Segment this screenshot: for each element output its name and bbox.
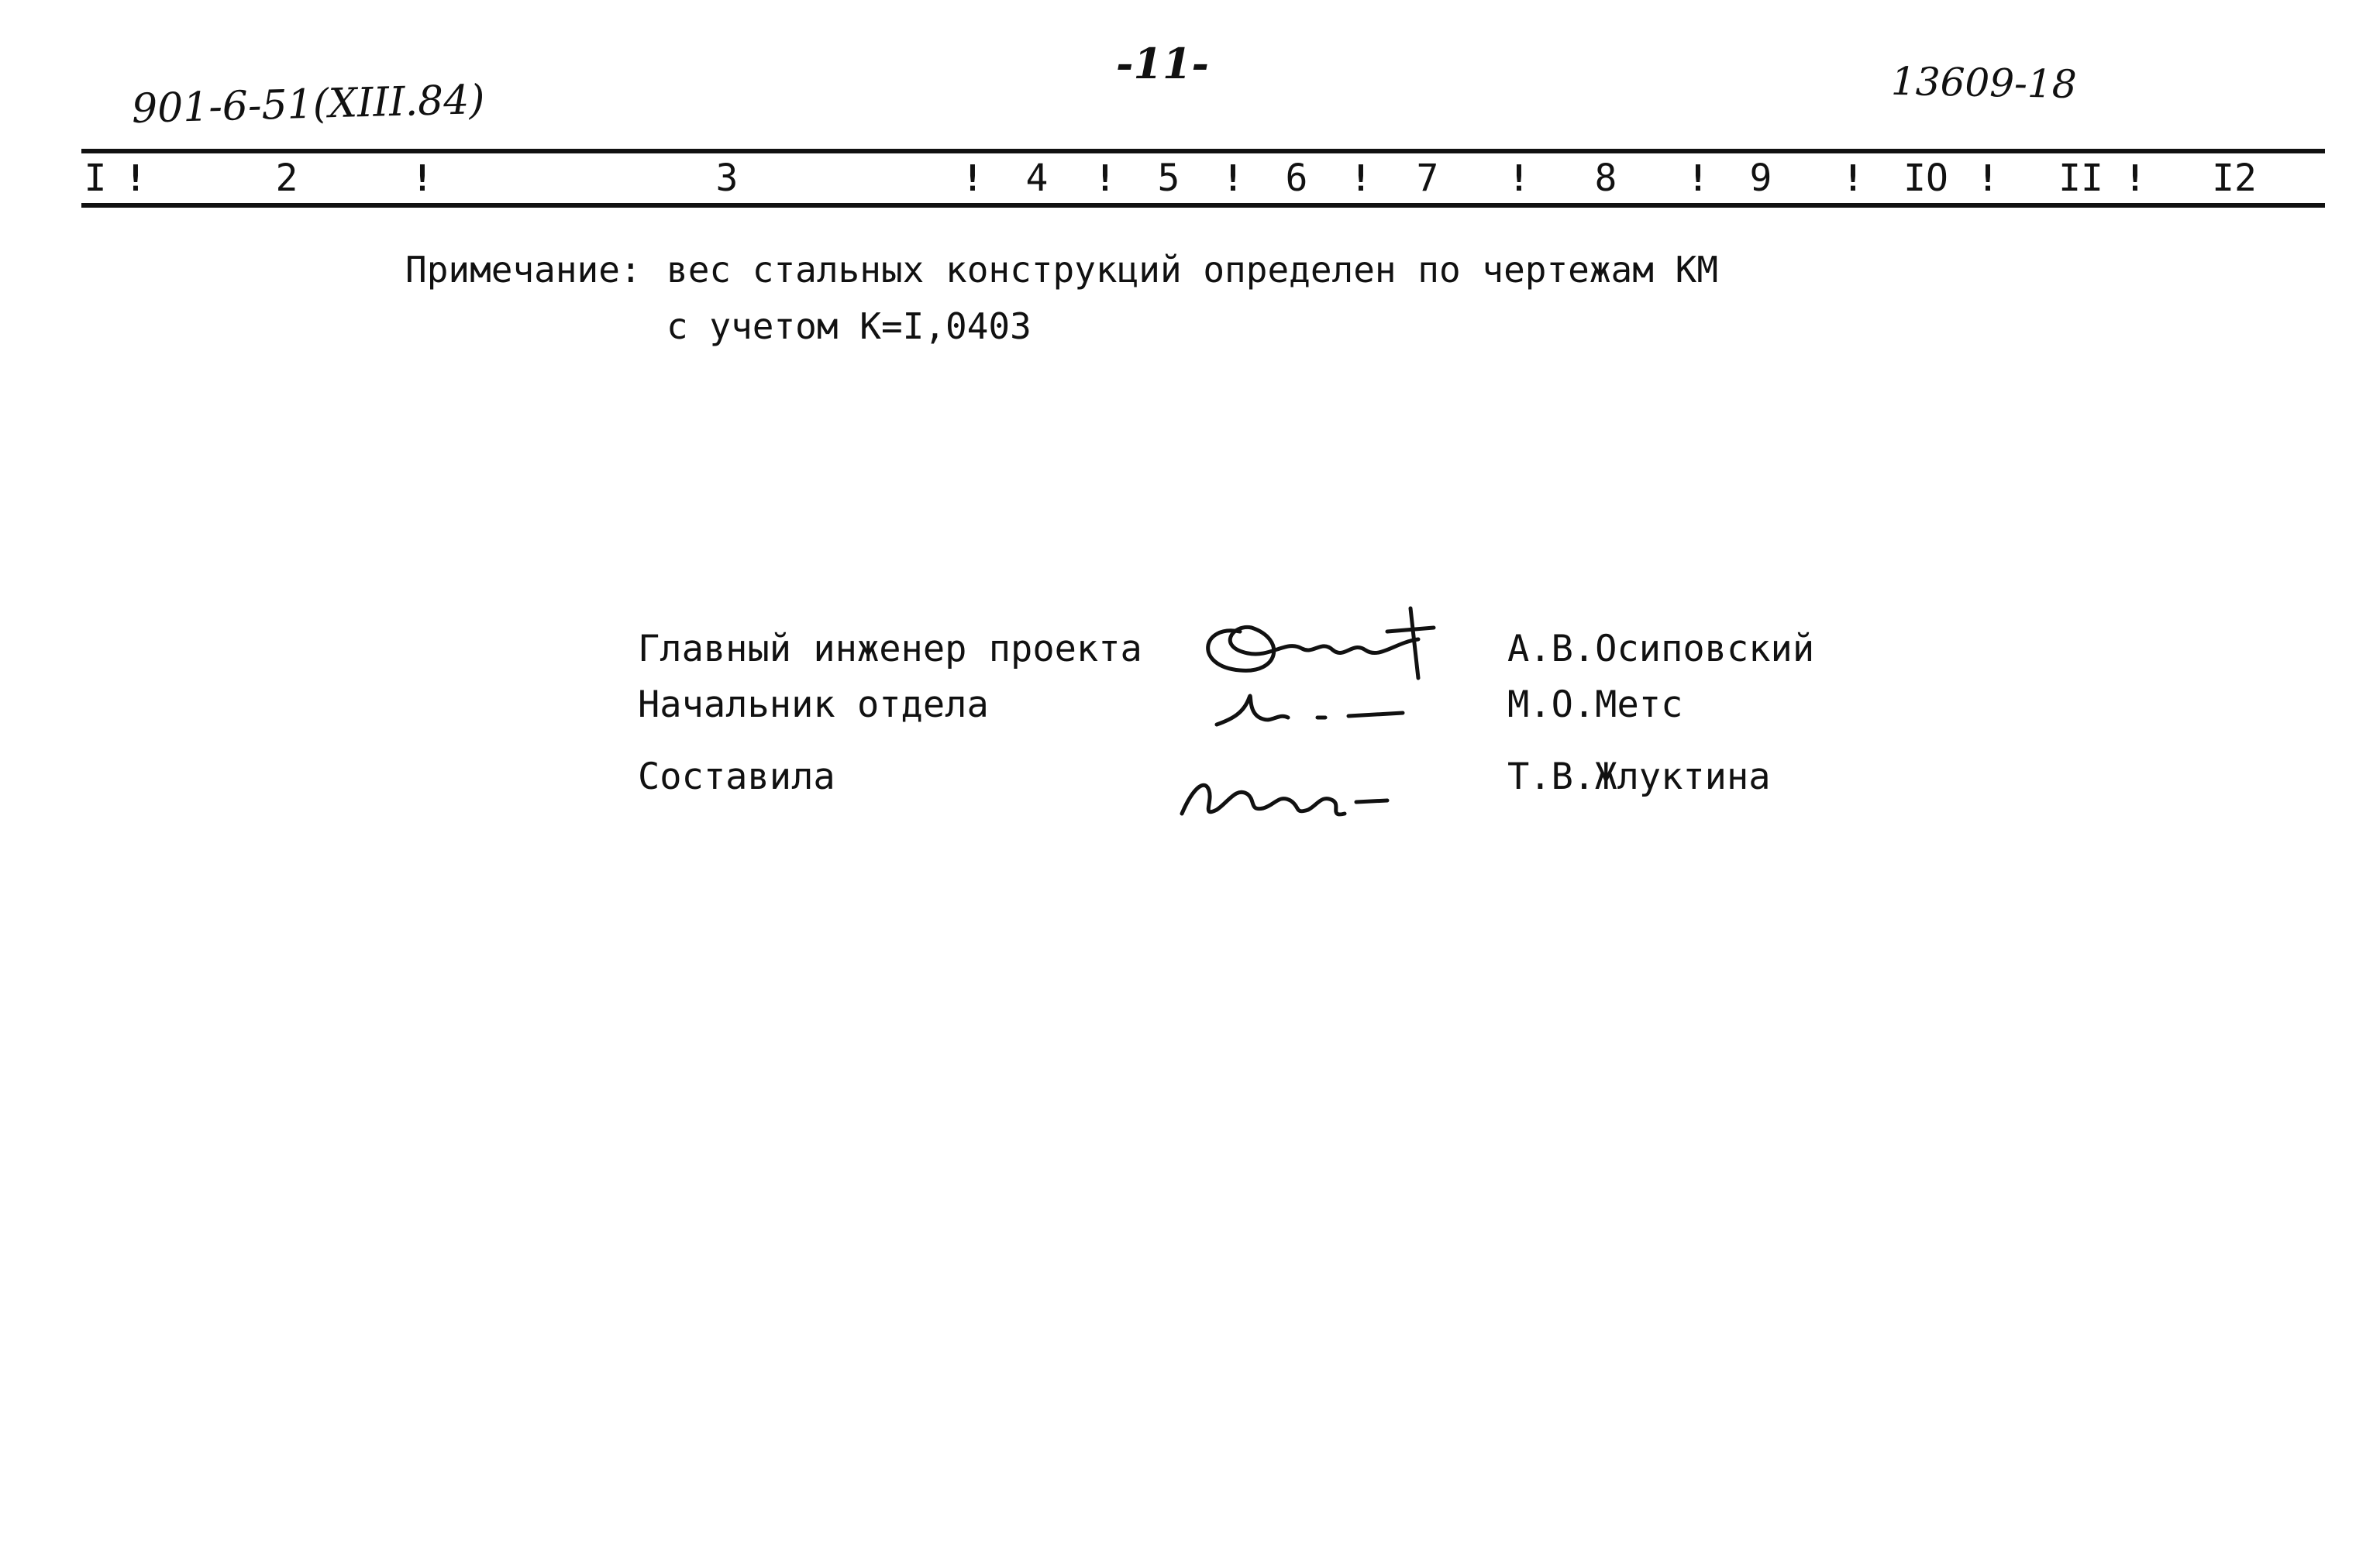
column-number: II	[2058, 157, 2103, 200]
column-separator: !	[1508, 157, 1530, 199]
signature-chief-engineer	[1186, 593, 1441, 694]
column-separator: !	[1977, 157, 1999, 199]
note-label: Примечание:	[405, 249, 642, 291]
signature-department-head	[1201, 682, 1418, 736]
column-separator: !	[125, 157, 146, 199]
column-separator: !	[1687, 157, 1709, 199]
table-bottom-rule	[81, 203, 2325, 208]
column-number: 8	[1594, 157, 1617, 200]
page-number: -11-	[1116, 39, 1209, 88]
signature-compiler	[1162, 756, 1395, 829]
column-number: 9	[1749, 157, 1772, 200]
column-number: I	[84, 157, 107, 200]
column-number: 3	[715, 157, 739, 200]
signatory-role: Составила	[638, 756, 835, 798]
column-separator: !	[412, 157, 433, 199]
column-separator: !	[1222, 157, 1244, 199]
signatory-name: А.В.Осиповский	[1507, 628, 1815, 670]
note-text-line: вес стальных конструкций определен по чертежам КМ	[666, 249, 1719, 291]
column-number: 2	[275, 157, 298, 200]
signatory-name: Т.В.Жлуктина	[1507, 756, 1771, 798]
document-code: 901-6-51(XIII.84)	[131, 77, 486, 133]
column-number: 7	[1416, 157, 1439, 200]
signatory-role: Начальник отдела	[638, 683, 989, 726]
column-separator: !	[1350, 157, 1372, 199]
column-number: 5	[1157, 157, 1180, 200]
sheet-id: 13609-18	[1890, 58, 2078, 108]
column-number-row	[81, 153, 2325, 203]
column-number: I2	[2212, 157, 2257, 200]
column-separator: !	[962, 157, 983, 199]
column-number: IO	[1903, 157, 1948, 200]
column-separator: !	[1842, 157, 1864, 199]
note-text-line: с учетом К=I,0403	[666, 305, 1032, 347]
column-number: 6	[1285, 157, 1308, 200]
signatory-role: Главный инженер проекта	[638, 628, 1142, 670]
column-number: 4	[1025, 157, 1049, 200]
signatory-name: М.О.Метс	[1507, 683, 1683, 726]
column-separator: !	[2124, 157, 2146, 199]
column-separator: !	[1094, 157, 1116, 199]
